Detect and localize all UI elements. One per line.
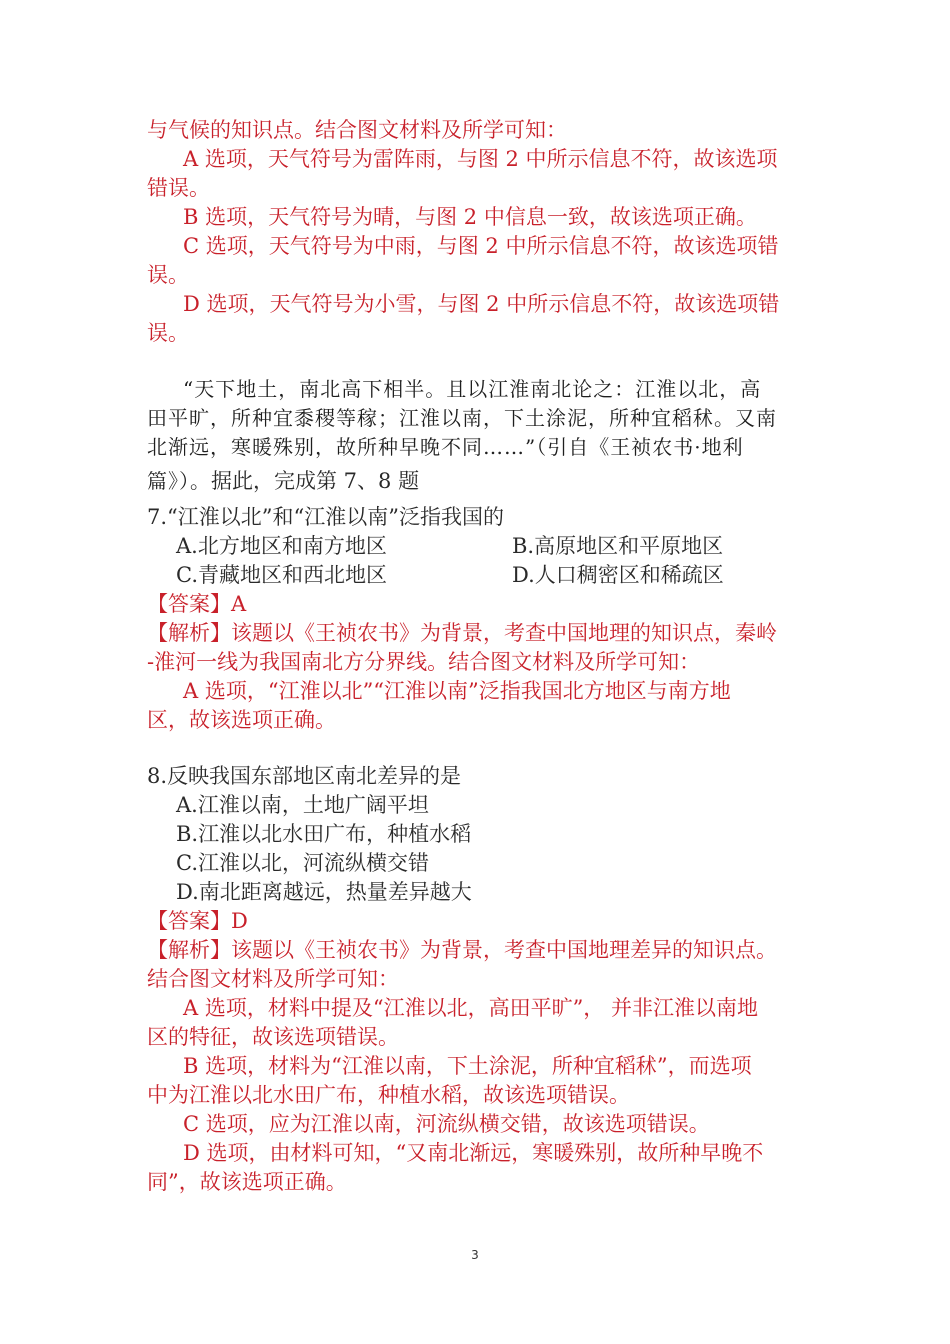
q8-analysis-line: 结合图文材料及所学可知： [147, 967, 399, 991]
q6-explanation-option-b: B 选项，天气符号为晴，与图 2 中信息一致，故该选项正确。 [183, 205, 757, 229]
q8-option-b: B.江淮以北水田广布，种植水稻 [176, 822, 472, 846]
q8-analysis-option-d: D 选项，由材料可知，“又南北渐远，寒暖殊别，故所种早晚不 [183, 1141, 764, 1165]
q7-answer: 【答案】A [147, 592, 247, 616]
q7-option-a: A.北方地区和南方地区 [176, 534, 387, 558]
q8-analysis-line: 同”，故该选项正确。 [147, 1170, 347, 1194]
passage-line: 田平旷，所种宜黍稷等稼；江淮以南，下土涂泥，所种宜稻秫。又南 [147, 406, 777, 430]
q8-analysis-option-b: B 选项，材料为“江淮以南，下土涂泥，所种宜稻秫”，而选项 [183, 1054, 752, 1078]
q8-analysis-line: 【解析】该题以《王祯农书》为背景，考查中国地理差异的知识点。 [147, 938, 777, 962]
q8-analysis-line: 中为江淮以北水田广布，种植水稻，故该选项错误。 [147, 1083, 630, 1107]
page-number: 3 [471, 1248, 479, 1262]
q8-option-c: C.江淮以北，河流纵横交错 [176, 851, 429, 875]
q6-explanation-line: 误。 [147, 321, 189, 345]
q6-explanation-line: 错误。 [147, 176, 210, 200]
passage-line-with-prompt [147, 467, 419, 496]
q6-explanation-option-c: C 选项，天气符号为中雨，与图 2 中所示信息不符，故该选项错 [183, 234, 779, 258]
q6-explanation-line: 与气候的知识点。结合图文材料及所学可知： [147, 118, 567, 142]
q8-option-d: D.南北距离越远，热量差异越大 [176, 880, 472, 904]
q7-option-c: C.青藏地区和西北地区 [176, 563, 387, 587]
q7-analysis-line: 区，故该选项正确。 [147, 708, 336, 732]
q8-option-a: A.江淮以南，土地广阔平坦 [176, 793, 429, 817]
q7-analysis-line: -淮河一线为我国南北方分界线。结合图文材料及所学可知： [147, 650, 701, 674]
q8-analysis-option-a: A 选项，材料中提及“江淮以北，高田平旷”， 并非江淮以南地 [183, 996, 758, 1020]
q8-answer: 【答案】D [147, 909, 248, 933]
q7-option-d: D.人口稠密区和稀疏区 [512, 563, 724, 587]
q7-option-b: B.高原地区和平原地区 [512, 534, 724, 558]
q7-analysis-option-a: A 选项，“江淮以北”“江淮以南”泛指我国北方地区与南方地 [183, 679, 731, 703]
q6-explanation-line: 误。 [147, 263, 189, 287]
q6-explanation-option-d: D 选项，天气符号为小雪，与图 2 中所示信息不符，故该选项错 [183, 292, 780, 316]
q7-analysis-line: 【解析】该题以《王祯农书》为背景，考查中国地理的知识点，秦岭 [147, 621, 777, 645]
passage-line: “天下地土，南北高下相半。且以江淮南北论之：江淮以北，高 [183, 377, 762, 401]
q8-stem: 8.反映我国东部地区南北差异的是 [147, 764, 462, 788]
q6-explanation-option-a: A 选项，天气符号为雷阵雨，与图 2 中所示信息不符，故该选项 [183, 147, 778, 171]
q8-analysis-line: 区的特征，故该选项错误。 [147, 1025, 399, 1049]
q7-stem: 7.“江淮以北”和“江淮以南”泛指我国的 [147, 505, 504, 529]
passage-quote-end: 篇》）。 [147, 469, 211, 493]
q8-analysis-option-c: C 选项，应为江淮以南，河流纵横交错，故该选项错误。 [183, 1112, 710, 1136]
passage-line: 北渐远，寒暖殊别，故所种早晚不同……”（引自《王祯农书·地利 [147, 435, 744, 459]
passage-prompt: 据此，完成第 7、8 题 [211, 469, 420, 493]
